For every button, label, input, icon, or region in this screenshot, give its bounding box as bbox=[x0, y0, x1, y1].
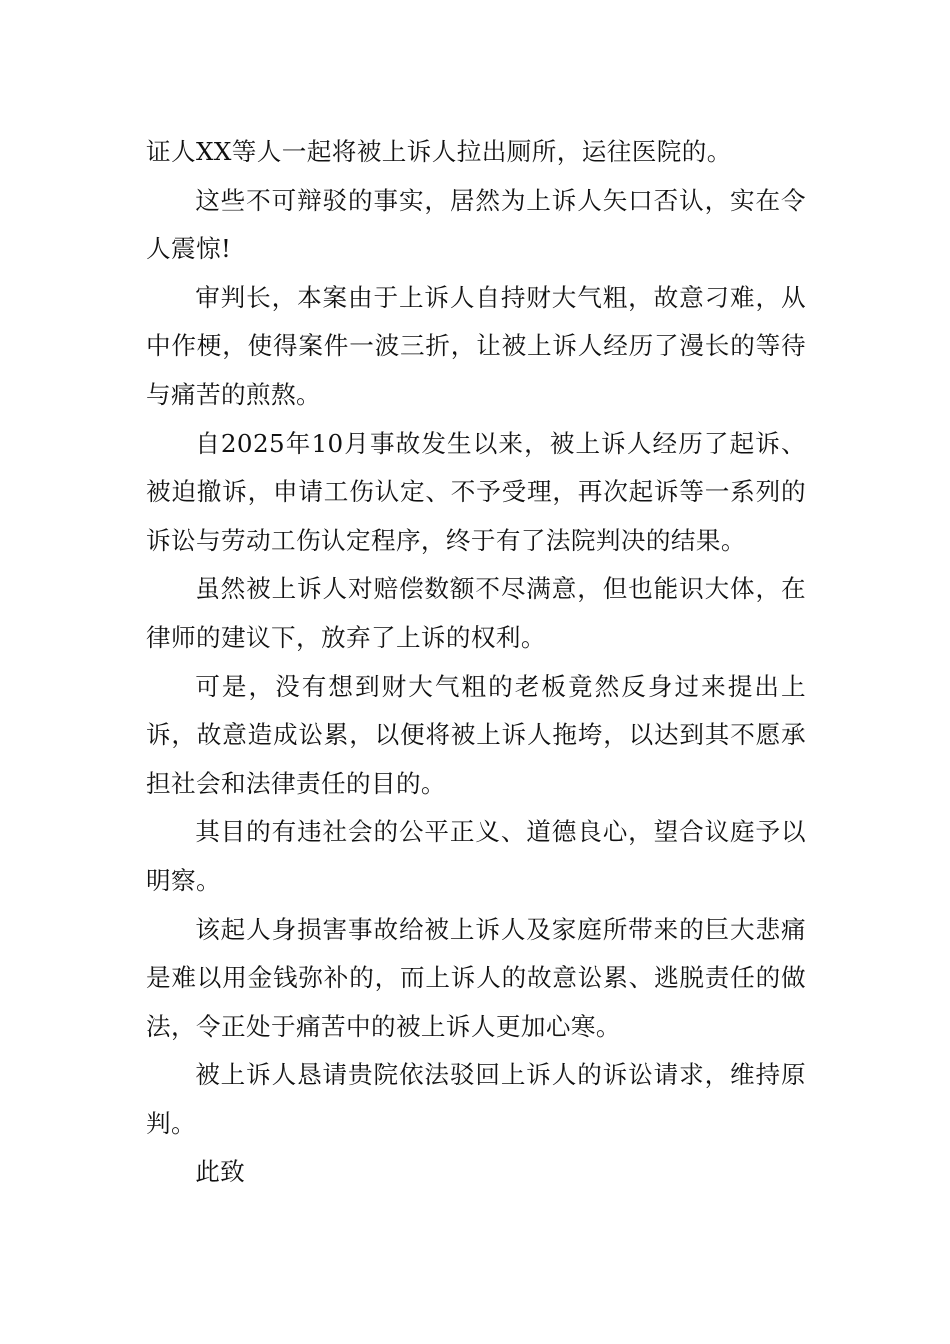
paragraph: 被上诉人恳请贵院依法驳回上诉人的诉讼请求，维持原判。 bbox=[146, 1060, 806, 1138]
paragraph: 自2025年10月事故发生以来，被上诉人经历了起诉、被迫撤诉，申请工伤认定、不予受理，再次起诉等一系列的诉讼与劳动工伤认定程序，终于有了法院判决的结果。 bbox=[146, 428, 806, 555]
document-body bbox=[146, 128, 806, 1197]
paragraph: 可是，没有想到财大气粗的老板竟然反身过来提出上诉，故意造成讼累，以便将被上诉人拖垮，以达到其不愿承担社会和法律责任的目的。 bbox=[146, 671, 806, 798]
paragraph: 虽然被上诉人对赔偿数额不尽满意，但也能识大体，在律师的建议下，放弃了上诉的权利。 bbox=[146, 574, 806, 652]
paragraph: 这些不可辩驳的事实，居然为上诉人矢口否认，实在令人震惊! bbox=[146, 185, 806, 264]
paragraph: 该起人身损害事故给被上诉人及家庭所带来的巨大悲痛是难以用金钱弥补的，而上诉人的故意讼累、逃脱责任的做法，令正处于痛苦中的被上诉人更加心寒。 bbox=[146, 914, 806, 1041]
paragraph-continuation: 证人XX等人一起将被上诉人拉出厕所，运往医院的。 bbox=[146, 137, 732, 166]
paragraph: 审判长，本案由于上诉人自持财大气粗，故意刁难，从中作梗，使得案件一波三折，让被上诉人经历了漫长的等待与痛苦的煎熬。 bbox=[146, 282, 806, 409]
paragraph: 其目的有违社会的公平正义、道德良心，望合议庭予以明察。 bbox=[146, 817, 806, 895]
closing-salutation: 此致 bbox=[195, 1157, 246, 1187]
